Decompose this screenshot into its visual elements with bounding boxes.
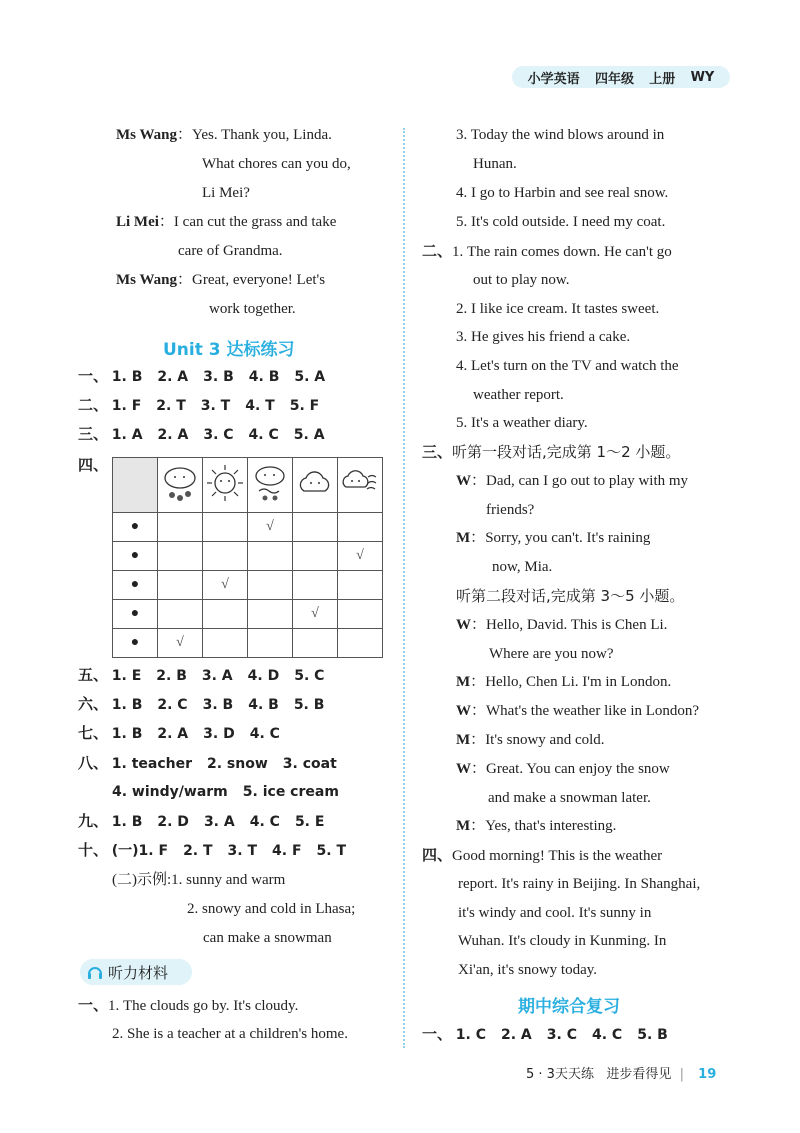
answer-row-10d: can make a snowman <box>203 930 332 946</box>
column-divider <box>403 128 405 1048</box>
listening-line-2: 2. She is a teacher at a children's home. <box>112 1026 348 1042</box>
cloudy-rain-icon <box>161 463 199 503</box>
right-line: 3. Today the wind blows around in <box>456 127 665 143</box>
right-dialog: W：Hello, David. This is Chen Li. <box>456 617 668 633</box>
grid-cell <box>248 600 293 629</box>
grid-cell <box>248 542 293 571</box>
header-grade: 四年级 <box>594 71 634 87</box>
right-line: Xi'an, it's snowy today. <box>458 962 598 978</box>
right-dialog: and make a snowman later. <box>488 790 651 806</box>
listening-tag <box>80 959 192 985</box>
answer-row-10c: 2. snowy and cold in Lhasa; <box>187 901 356 917</box>
grid-row <box>113 513 383 542</box>
right-line: 4. Let's turn on the TV and watch the <box>456 358 679 374</box>
grid-cell <box>203 629 248 658</box>
right-dialog: M：Yes, that's interesting. <box>456 818 617 834</box>
right-dialog: Where are you now? <box>489 646 614 662</box>
right-dialog: W：What's the weather like in London? <box>456 703 700 719</box>
answer-row-2: 二、 1. F 2. T 3. T 4. T 5. F <box>78 396 320 414</box>
grid-header-cell <box>248 458 293 513</box>
grid-cell <box>158 600 203 629</box>
header-pill <box>512 66 730 88</box>
dialog-line: Li Mei：I can cut the grass and take <box>116 214 337 230</box>
midterm-title: 期中综合复习 <box>518 997 620 1017</box>
right-line: out to play now. <box>473 272 570 288</box>
grid-cell <box>248 629 293 658</box>
grid-cell <box>338 571 383 600</box>
grid-header-cell <box>293 458 338 513</box>
grid-cell <box>158 571 203 600</box>
tick-mark: √ <box>311 606 319 621</box>
sunny-icon <box>205 463 245 503</box>
right-line: Wuhan. It's cloudy in Kunming. In <box>458 933 667 949</box>
right-line: weather report. <box>473 387 564 403</box>
right-line: 5. It's a weather diary. <box>456 415 588 431</box>
grid-header-cell <box>338 458 383 513</box>
header-subject: 小学英语 <box>527 71 580 87</box>
tick-mark: √ <box>266 519 274 534</box>
header-edition: WY <box>690 69 715 85</box>
answer-row-8b: 4. windy/warm 5. ice cream <box>112 784 339 800</box>
right-line: it's windy and cool. It's sunny in <box>458 905 652 921</box>
footer: 5 · 3天天练 进步看得见 | 19 <box>526 1067 717 1082</box>
grid-cell <box>248 571 293 600</box>
grid-cell <box>338 513 383 542</box>
page-number: 19 <box>698 1067 717 1082</box>
footer-slogan: 进步看得见 <box>606 1067 672 1082</box>
grid-bullet-cell: ● <box>113 542 158 571</box>
grid-cell <box>203 571 248 600</box>
grid-cell <box>293 542 338 571</box>
right-s3-intro: 三、听第一段对话,完成第 1～2 小题。 <box>422 443 681 461</box>
grid-cell <box>158 513 203 542</box>
tick-mark: √ <box>176 635 184 650</box>
answer-row-6: 六、 1. B 2. C 3. B 4. B 5. B <box>78 695 325 713</box>
windy-rain-icon <box>251 463 289 503</box>
right-s4-line: 四、Good morning! This is the weather <box>422 846 663 864</box>
right-dialog: M：Hello, Chen Li. I'm in London. <box>456 674 672 690</box>
right-line: report. It's rainy in Beijing. In Shanghai, <box>458 876 701 892</box>
grid-cell <box>248 513 293 542</box>
answer-row-8: 八、 1. teacher 2. snow 3. coat <box>78 754 337 772</box>
right-dialog: M：Sorry, you can't. It's raining <box>456 530 651 546</box>
answer-row-10: 十、 (一)1. F 2. T 3. T 4. F 5. T <box>78 841 347 859</box>
grid-row <box>113 542 383 571</box>
grid-row <box>113 629 383 658</box>
right-s3-intro2: 听第二段对话,完成第 3～5 小题。 <box>456 587 685 605</box>
dialog-line: care of Grandma. <box>178 243 283 259</box>
grid-cell <box>158 542 203 571</box>
grid-header-cell <box>158 458 203 513</box>
right-line: 4. I go to Harbin and see real snow. <box>456 185 669 201</box>
answer-row-9: 九、 1. B 2. D 3. A 4. C 5. E <box>78 812 325 830</box>
weather-grid <box>112 457 383 658</box>
right-dialog: now, Mia. <box>492 559 553 575</box>
listening-tag-label: 听力材料 <box>108 963 169 982</box>
grid-cell <box>338 629 383 658</box>
grid-corner <box>113 458 158 513</box>
answer-row-5: 五、 1. E 2. B 3. A 4. D 5. C <box>78 666 325 684</box>
answer-row-7: 七、 1. B 2. A 3. D 4. C <box>78 724 280 742</box>
grid-cell <box>293 600 338 629</box>
unit3-title: Unit 3 达标练习 <box>163 340 295 360</box>
listening-line-1: 一、1. The clouds go by. It's cloudy. <box>78 996 299 1014</box>
dialog-line: Ms Wang：Yes. Thank you, Linda. <box>116 127 332 143</box>
grid-cell <box>293 513 338 542</box>
grid-bullet-cell: ● <box>113 513 158 542</box>
right-dialog: friends? <box>486 502 535 518</box>
grid-row <box>113 571 383 600</box>
header-term: 上册 <box>649 71 676 87</box>
headphones-icon <box>86 963 104 981</box>
cloudy-icon <box>296 463 334 503</box>
grid-cell <box>293 629 338 658</box>
right-dialog: M：It's snowy and cold. <box>456 732 605 748</box>
dialog-line: Li Mei? <box>202 185 250 201</box>
windy-icon <box>340 463 380 503</box>
right-line: 5. It's cold outside. I need my coat. <box>456 214 666 230</box>
grid-row <box>113 600 383 629</box>
dialog-line: Ms Wang：Great, everyone! Let's <box>116 272 326 288</box>
grid-cell <box>203 513 248 542</box>
grid-cell <box>203 600 248 629</box>
grid-bullet-cell: ● <box>113 600 158 629</box>
midterm-answers: 一、 1. C 2. A 3. C 4. C 5. B <box>422 1025 668 1043</box>
grid-header-cell <box>203 458 248 513</box>
footer-brand: 5 · 3天天练 <box>526 1067 594 1082</box>
grid-cell <box>338 600 383 629</box>
dialog-line: What chores can you do, <box>202 156 351 172</box>
grid-cell <box>338 542 383 571</box>
right-dialog: W：Dad, can I go out to play with my <box>456 473 689 489</box>
answer-row-1: 一、 1. B 2. A 3. B 4. B 5. A <box>78 367 326 385</box>
tick-mark: √ <box>221 577 229 592</box>
answer-row-4-label: 四、 <box>78 456 109 474</box>
answer-row-10b: (二)示例:1. sunny and warm <box>112 872 286 888</box>
grid-cell <box>158 629 203 658</box>
right-dialog: W：Great. You can enjoy the snow <box>456 761 670 777</box>
right-line: Hunan. <box>473 156 517 172</box>
grid-cell <box>203 542 248 571</box>
grid-bullet-cell: ● <box>113 629 158 658</box>
grid-bullet-cell: ● <box>113 571 158 600</box>
right-line: 2. I like ice cream. It tastes sweet. <box>456 301 660 317</box>
right-s2-line: 二、1. The rain comes down. He can't go <box>422 242 672 260</box>
right-line: 3. He gives his friend a cake. <box>456 329 631 345</box>
tick-mark: √ <box>356 548 364 563</box>
answer-row-3: 三、 1. A 2. A 3. C 4. C 5. A <box>78 425 325 443</box>
dialog-line: work together. <box>209 301 296 317</box>
grid-cell <box>293 571 338 600</box>
